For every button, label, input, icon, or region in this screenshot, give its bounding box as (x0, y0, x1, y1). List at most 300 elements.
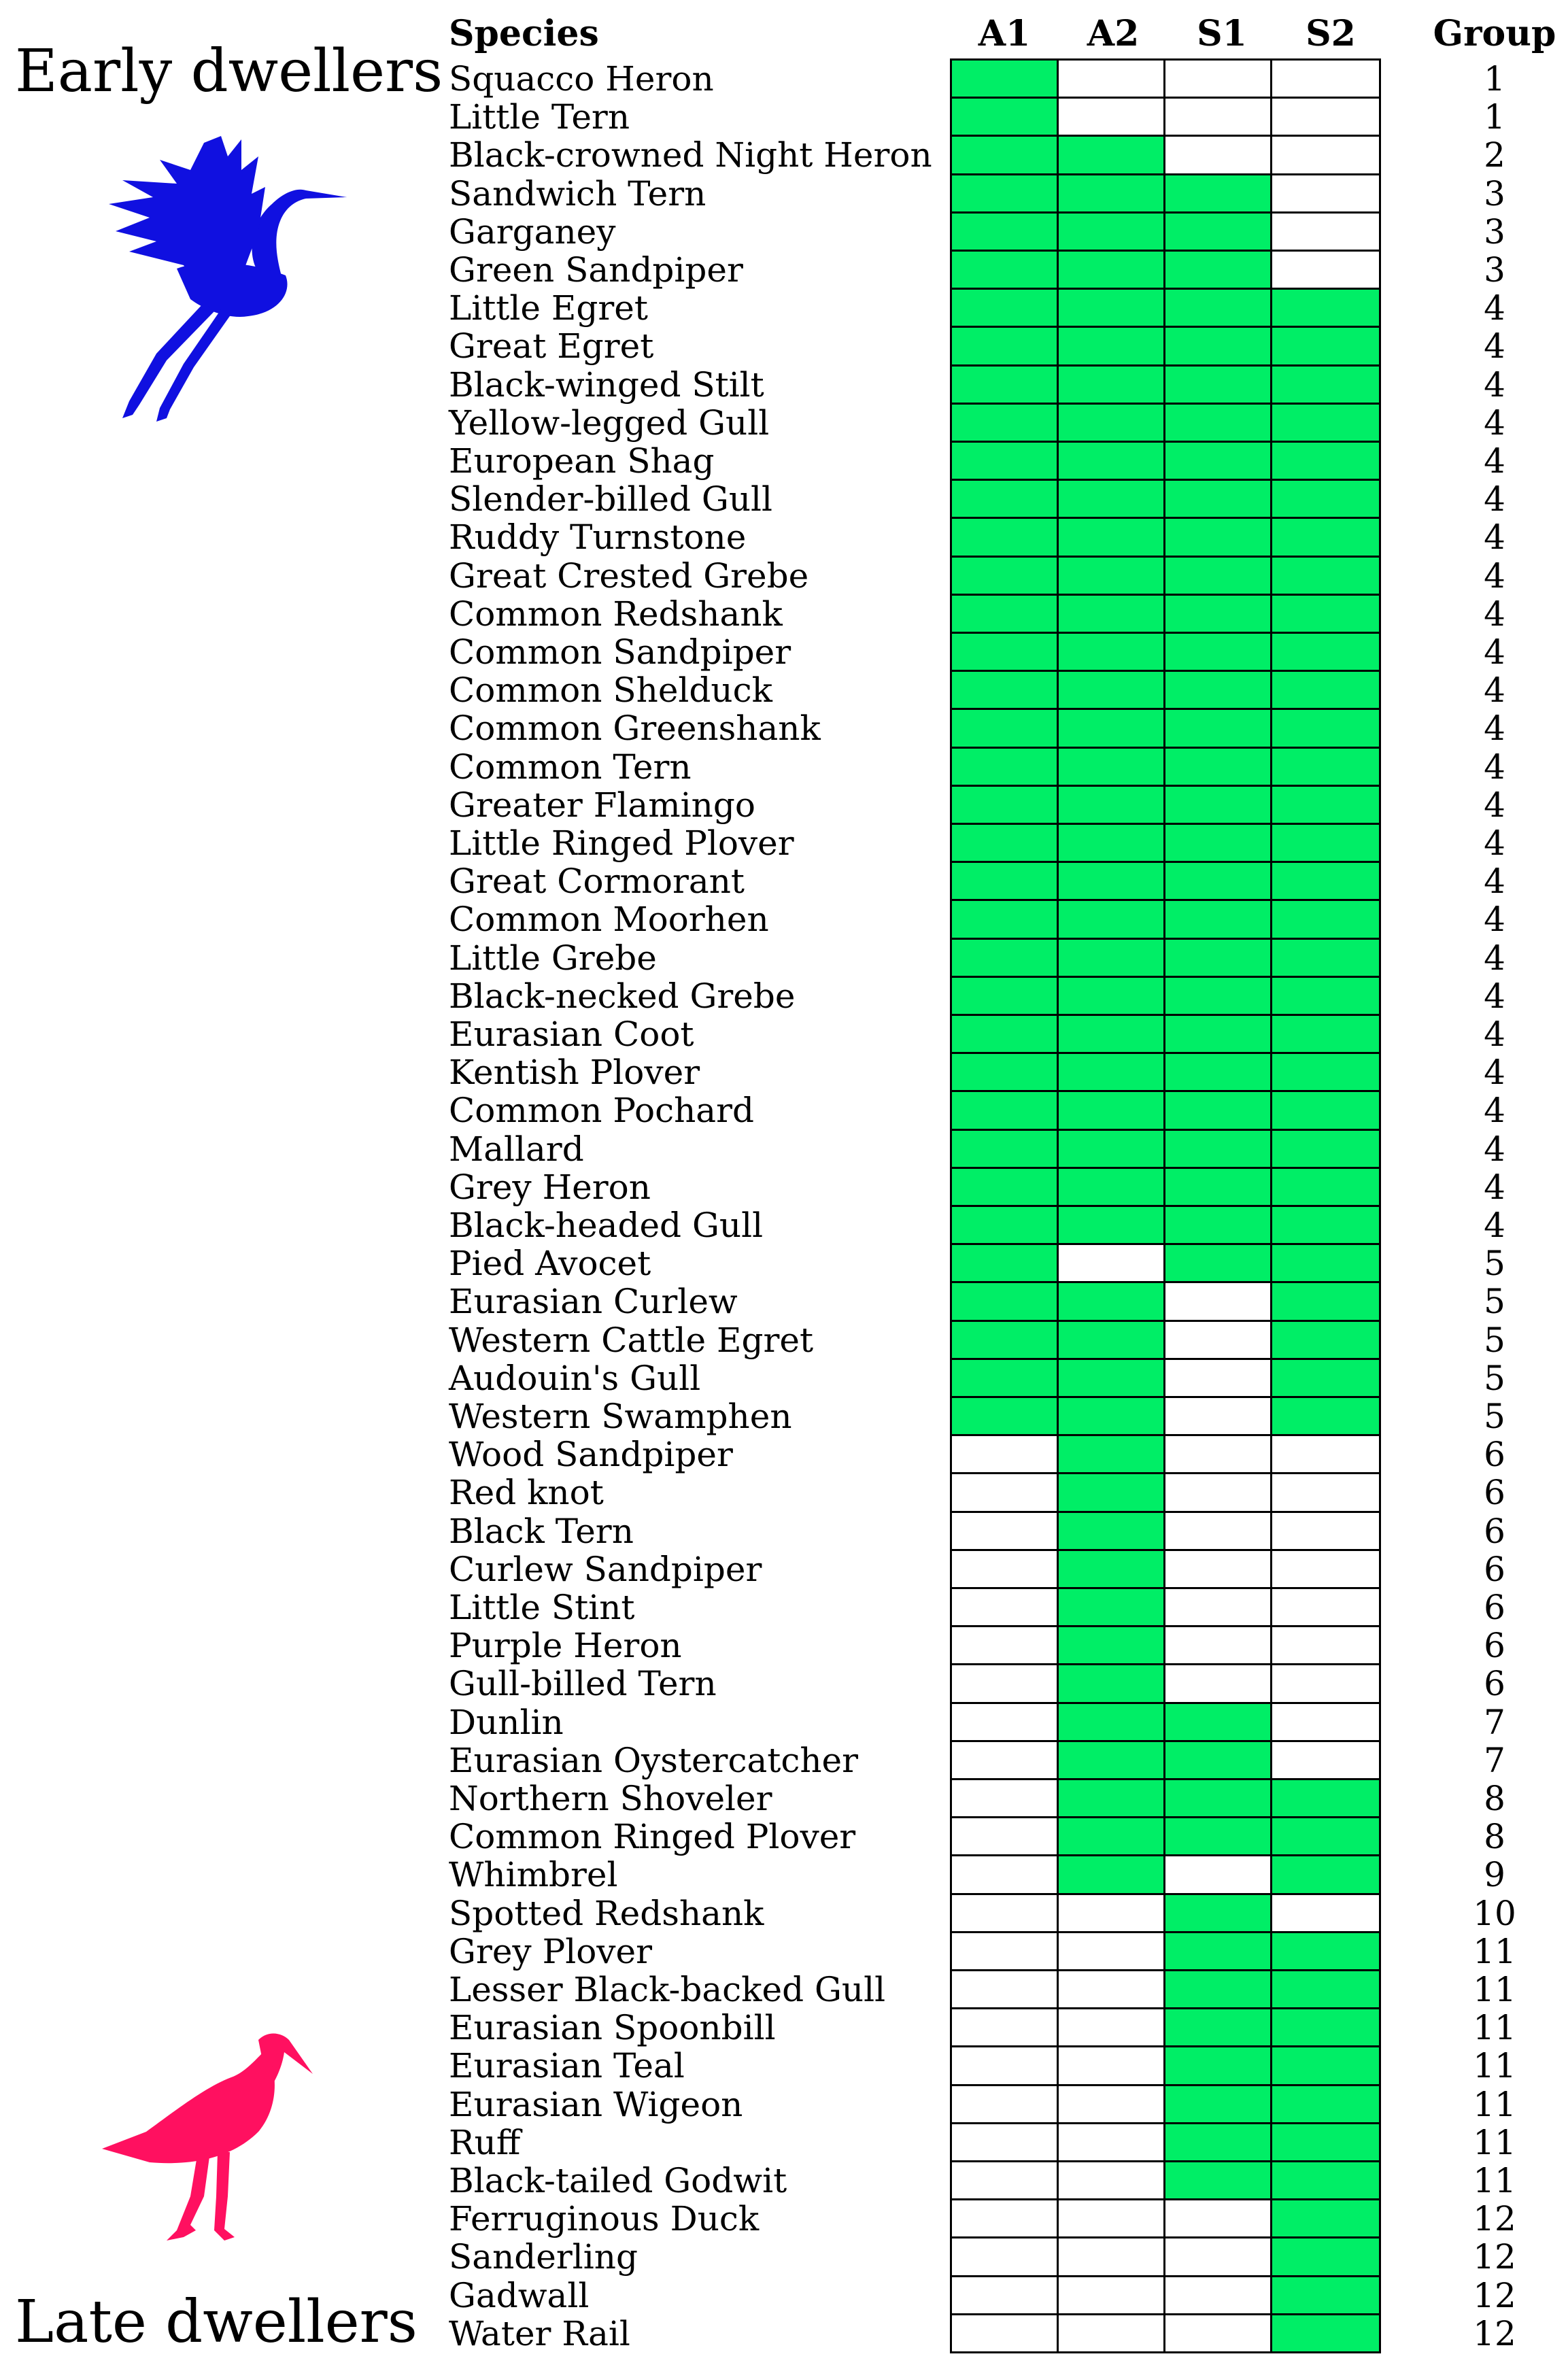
presence-cell-s1 (1163, 1816, 1274, 1856)
presence-cell-a1 (950, 1778, 1059, 1818)
table-row (0, 1435, 1568, 1473)
presence-cell-a1 (950, 2045, 1059, 2085)
presence-cell-s2 (1270, 632, 1381, 672)
group-number: 4 (1484, 364, 1505, 405)
group-number: 11 (1473, 2122, 1516, 2162)
presence-cell-a1 (950, 250, 1059, 290)
presence-cell-s2 (1270, 2045, 1381, 2085)
table-row (0, 1168, 1568, 1206)
presence-cell-a1 (950, 479, 1059, 519)
group-number: 4 (1484, 862, 1505, 902)
presence-cell-a1 (950, 1358, 1059, 1398)
presence-cell-s1 (1163, 479, 1274, 519)
presence-cell-a1 (950, 97, 1059, 137)
presence-cell-s2 (1270, 1243, 1381, 1283)
presence-cell-a2 (1057, 1434, 1168, 1474)
species-name: Common Sandpiper (449, 632, 791, 672)
presence-cell-a1 (950, 1434, 1059, 1474)
group-number: 8 (1484, 1779, 1505, 1818)
table-row (0, 632, 1568, 670)
species-name: Common Pochard (449, 1091, 755, 1131)
presence-cell-a1 (950, 326, 1059, 366)
presence-cell-a2 (1057, 1052, 1168, 1092)
group-number: 6 (1484, 1511, 1505, 1551)
presence-cell-s1 (1163, 2313, 1274, 2353)
group-number: 4 (1484, 632, 1505, 672)
presence-cell-s2 (1270, 1358, 1381, 1398)
species-name: Ferruginous Duck (449, 2199, 760, 2239)
group-number: 12 (1473, 2199, 1516, 2239)
species-header: Species (449, 13, 599, 54)
presence-cell-s2 (1270, 1090, 1381, 1130)
presence-cell-a2 (1057, 250, 1168, 290)
table-row (0, 785, 1568, 823)
group-number: 4 (1484, 403, 1505, 443)
table-row (0, 900, 1568, 938)
group-number: 4 (1484, 441, 1505, 481)
presence-cell-s1 (1163, 2084, 1274, 2124)
species-name: Sanderling (449, 2237, 638, 2277)
species-name: Yellow-legged Gull (449, 403, 770, 443)
table-row (0, 2123, 1568, 2161)
presence-cell-s2 (1270, 823, 1381, 863)
presence-cell-s2 (1270, 1931, 1381, 1971)
presence-cell-s2 (1270, 670, 1381, 710)
group-number: 11 (1473, 2161, 1516, 2200)
group-number: 4 (1484, 556, 1505, 596)
group-number: 5 (1484, 1397, 1505, 1436)
group-number: 6 (1484, 1626, 1505, 1666)
presence-cell-a1 (950, 1625, 1059, 1665)
presence-cell-s2 (1270, 58, 1381, 99)
presence-cell-s2 (1270, 2275, 1381, 2315)
group-number: 12 (1473, 2237, 1516, 2277)
table-row (0, 1817, 1568, 1855)
presence-cell-a1 (950, 288, 1059, 328)
presence-cell-a1 (950, 135, 1059, 175)
presence-cell-a1 (950, 173, 1059, 214)
presence-cell-a2 (1057, 1587, 1168, 1627)
group-number: 6 (1484, 1664, 1505, 1704)
presence-cell-s2 (1270, 288, 1381, 328)
presence-cell-a2 (1057, 1358, 1168, 1398)
table-row (0, 97, 1568, 135)
presence-cell-s2 (1270, 2198, 1381, 2238)
presence-cell-s2 (1270, 1434, 1381, 1474)
presence-cell-a1 (950, 58, 1059, 99)
species-name: Little Egret (449, 288, 648, 328)
presence-cell-s2 (1270, 2007, 1381, 2047)
presence-cell-a2 (1057, 211, 1168, 252)
table-row (0, 250, 1568, 288)
presence-cell-s2 (1270, 1625, 1381, 1665)
presence-cell-s1 (1163, 823, 1274, 863)
species-name: Great Crested Grebe (449, 556, 809, 596)
table-row (0, 823, 1568, 862)
presence-cell-s1 (1163, 1778, 1274, 1818)
presence-cell-a2 (1057, 1167, 1168, 1207)
presence-cell-a1 (950, 2160, 1059, 2200)
group-number: 4 (1484, 288, 1505, 328)
species-name: Grey Heron (449, 1167, 651, 1207)
species-name: Black-tailed Godwit (449, 2161, 787, 2200)
group-number: 2 (1484, 135, 1505, 175)
presence-cell-s1 (1163, 58, 1274, 99)
species-name: Ruff (449, 2122, 521, 2162)
presence-cell-s2 (1270, 1702, 1381, 1742)
presence-cell-s1 (1163, 403, 1274, 443)
presence-cell-s1 (1163, 1396, 1274, 1436)
presence-cell-a1 (950, 1740, 1059, 1780)
presence-cell-a1 (950, 364, 1059, 405)
presence-cell-s1 (1163, 517, 1274, 557)
presence-cell-a2 (1057, 2122, 1168, 2162)
presence-cell-s2 (1270, 1205, 1381, 1245)
species-name: Eurasian Wigeon (449, 2084, 743, 2124)
presence-cell-a1 (950, 1472, 1059, 1512)
presence-cell-a2 (1057, 1663, 1168, 1703)
presence-cell-a1 (950, 708, 1059, 748)
species-name: Common Ringed Plover (449, 1817, 856, 1857)
group-number: 4 (1484, 976, 1505, 1016)
presence-cell-a1 (950, 556, 1059, 596)
presence-cell-a1 (950, 2198, 1059, 2238)
group-number: 4 (1484, 1015, 1505, 1054)
presence-cell-a1 (950, 1587, 1059, 1627)
presence-cell-a1 (950, 1014, 1059, 1054)
presence-cell-a2 (1057, 2007, 1168, 2047)
species-name: Black Tern (449, 1511, 634, 1551)
presence-cell-s2 (1270, 2160, 1381, 2200)
group-number: 6 (1484, 1549, 1505, 1589)
table-row (0, 441, 1568, 479)
presence-cell-s1 (1163, 1320, 1274, 1360)
presence-cell-s1 (1163, 747, 1274, 787)
presence-cell-s1 (1163, 594, 1274, 634)
table-row (0, 288, 1568, 326)
group-number: 4 (1484, 1167, 1505, 1207)
species-name: Garganey (449, 211, 616, 252)
presence-cell-s2 (1270, 747, 1381, 787)
presence-cell-s2 (1270, 1740, 1381, 1780)
presence-cell-s1 (1163, 173, 1274, 214)
presence-cell-s2 (1270, 1816, 1381, 1856)
presence-cell-s2 (1270, 211, 1381, 252)
presence-cell-s2 (1270, 517, 1381, 557)
table-row (0, 403, 1568, 441)
species-name: Little Stint (449, 1588, 635, 1627)
group-number: 10 (1473, 1893, 1516, 1933)
presence-cell-s1 (1163, 1511, 1274, 1551)
table-row (0, 709, 1568, 747)
presence-cell-a2 (1057, 2160, 1168, 2200)
column-header-a2: A2 (1087, 13, 1140, 54)
table-row (0, 594, 1568, 632)
table-row (0, 212, 1568, 250)
presence-cell-s2 (1270, 135, 1381, 175)
group-number: 11 (1473, 2046, 1516, 2086)
presence-cell-a2 (1057, 403, 1168, 443)
presence-cell-s1 (1163, 861, 1274, 901)
presence-cell-a2 (1057, 2045, 1168, 2085)
species-name: Great Cormorant (449, 862, 745, 902)
species-name: Western Swamphen (449, 1397, 792, 1436)
presence-cell-a1 (950, 1663, 1059, 1703)
presence-cell-s1 (1163, 2275, 1274, 2315)
species-name: Red knot (449, 1473, 604, 1513)
species-name: Lesser Black-backed Gull (449, 1970, 886, 2009)
presence-cell-s1 (1163, 1893, 1274, 1933)
presence-cell-a1 (950, 2122, 1059, 2162)
species-name: Eurasian Coot (449, 1015, 694, 1054)
presence-cell-s1 (1163, 441, 1274, 481)
presence-cell-s1 (1163, 1358, 1274, 1398)
presence-cell-s1 (1163, 1472, 1274, 1512)
presence-cell-a2 (1057, 1243, 1168, 1283)
presence-cell-a2 (1057, 2313, 1168, 2353)
presence-cell-a1 (950, 861, 1059, 901)
presence-cell-a1 (950, 517, 1059, 557)
presence-cell-a2 (1057, 2084, 1168, 2124)
group-number: 5 (1484, 1358, 1505, 1398)
presence-cell-a1 (950, 2007, 1059, 2047)
early-dwellers-label: Early dwellers (15, 37, 443, 105)
presence-cell-s1 (1163, 1854, 1274, 1894)
table-row (0, 1779, 1568, 1817)
table-row (0, 1741, 1568, 1779)
presence-cell-s2 (1270, 1396, 1381, 1436)
species-name: Western Cattle Egret (449, 1320, 814, 1360)
presence-cell-a2 (1057, 97, 1168, 137)
species-name: Ruddy Turnstone (449, 517, 747, 558)
presence-cell-a2 (1057, 861, 1168, 901)
group-number: 7 (1484, 1740, 1505, 1780)
presence-cell-s1 (1163, 938, 1274, 978)
presence-cell-s1 (1163, 1549, 1274, 1589)
presence-cell-a1 (950, 594, 1059, 634)
species-name: Black-winged Stilt (449, 364, 764, 405)
table-row (0, 2276, 1568, 2314)
presence-cell-s1 (1163, 250, 1274, 290)
presence-cell-s1 (1163, 2045, 1274, 2085)
presence-cell-s1 (1163, 288, 1274, 328)
presence-cell-a1 (950, 2084, 1059, 2124)
species-name: Eurasian Curlew (449, 1282, 738, 1322)
presence-cell-a2 (1057, 58, 1168, 99)
table-row (0, 479, 1568, 520)
presence-cell-a2 (1057, 1816, 1168, 1856)
presence-cell-s1 (1163, 326, 1274, 366)
group-number: 5 (1484, 1244, 1505, 1284)
presence-cell-a2 (1057, 1014, 1168, 1054)
presence-cell-a1 (950, 1167, 1059, 1207)
group-number: 4 (1484, 594, 1505, 634)
presence-cell-s2 (1270, 1854, 1381, 1894)
group-number: 12 (1473, 2313, 1516, 2353)
table-row (0, 135, 1568, 173)
presence-cell-a1 (950, 1816, 1059, 1856)
presence-cell-s2 (1270, 1969, 1381, 2009)
presence-cell-s2 (1270, 861, 1381, 901)
presence-cell-a1 (950, 1702, 1059, 1742)
group-number: 12 (1473, 2275, 1516, 2315)
table-row (0, 670, 1568, 709)
presence-cell-s2 (1270, 2313, 1381, 2353)
presence-cell-a1 (950, 1205, 1059, 1245)
presence-cell-a1 (950, 785, 1059, 825)
table-row (0, 1588, 1568, 1626)
presence-cell-s1 (1163, 632, 1274, 672)
group-number: 4 (1484, 517, 1505, 558)
presence-cell-s1 (1163, 1281, 1274, 1321)
presence-cell-a2 (1057, 1129, 1168, 1169)
presence-cell-s1 (1163, 97, 1274, 137)
presence-cell-s2 (1270, 1129, 1381, 1169)
presence-cell-a2 (1057, 708, 1168, 748)
presence-cell-a2 (1057, 747, 1168, 787)
table-row (0, 2046, 1568, 2084)
presence-cell-a2 (1057, 1625, 1168, 1665)
presence-cell-s2 (1270, 1663, 1381, 1703)
group-number: 4 (1484, 900, 1505, 940)
presence-cell-s2 (1270, 785, 1381, 825)
species-name: Black-necked Grebe (449, 976, 796, 1016)
presence-cell-s2 (1270, 1778, 1381, 1818)
presence-cell-a2 (1057, 1702, 1168, 1742)
presence-cell-a2 (1057, 899, 1168, 939)
presence-cell-s1 (1163, 2160, 1274, 2200)
presence-cell-s1 (1163, 2007, 1274, 2047)
presence-cell-a1 (950, 899, 1059, 939)
species-name: Sandwich Tern (449, 173, 706, 214)
presence-cell-a2 (1057, 632, 1168, 672)
group-number: 6 (1484, 1435, 1505, 1475)
table-row (0, 1894, 1568, 1932)
table-row (0, 1244, 1568, 1282)
species-name: Spotted Redshank (449, 1893, 764, 1933)
group-number: 4 (1484, 670, 1505, 711)
presence-cell-s1 (1163, 2198, 1274, 2238)
species-name: Common Shelduck (449, 670, 772, 711)
presence-cell-a1 (950, 670, 1059, 710)
column-header-a1: A1 (978, 13, 1031, 54)
presence-cell-a1 (950, 1052, 1059, 1092)
species-name: Kentish Plover (449, 1053, 700, 1093)
group-number: 5 (1484, 1282, 1505, 1322)
table-row (0, 2085, 1568, 2123)
species-name: Whimbrel (449, 1855, 618, 1895)
presence-cell-a2 (1057, 670, 1168, 710)
presence-cell-a2 (1057, 326, 1168, 366)
table-row (0, 59, 1568, 97)
table-row (0, 938, 1568, 976)
presence-cell-a2 (1057, 1281, 1168, 1321)
group-number: 4 (1484, 747, 1505, 787)
presence-cell-s1 (1163, 1663, 1274, 1703)
presence-cell-a2 (1057, 785, 1168, 825)
presence-cell-s1 (1163, 1702, 1274, 1742)
table-row (0, 1282, 1568, 1320)
presence-cell-s2 (1270, 1511, 1381, 1551)
table-row (0, 326, 1568, 367)
presence-cell-a1 (950, 211, 1059, 252)
presence-cell-s2 (1270, 1549, 1381, 1589)
presence-cell-a2 (1057, 938, 1168, 978)
group-number: 4 (1484, 1053, 1505, 1093)
presence-cell-a1 (950, 1129, 1059, 1169)
presence-cell-s2 (1270, 556, 1381, 596)
presence-cell-a1 (950, 1281, 1059, 1321)
table-row (0, 1932, 1568, 1970)
presence-cell-a2 (1057, 173, 1168, 214)
table-row (0, 517, 1568, 556)
presence-cell-a2 (1057, 288, 1168, 328)
presence-cell-s1 (1163, 708, 1274, 748)
presence-cell-s1 (1163, 1969, 1274, 2009)
presence-cell-a2 (1057, 1472, 1168, 1512)
presence-cell-a1 (950, 1320, 1059, 1360)
presence-cell-a2 (1057, 1969, 1168, 2009)
species-name: Eurasian Teal (449, 2046, 685, 2086)
table-row (0, 2008, 1568, 2046)
presence-cell-a1 (950, 1511, 1059, 1551)
species-name: Eurasian Spoonbill (449, 2008, 776, 2048)
species-name: Common Tern (449, 747, 692, 787)
species-name: Mallard (449, 1129, 584, 1169)
species-name: Great Egret (449, 326, 654, 367)
presence-cell-a2 (1057, 1893, 1168, 1933)
table-row (0, 1703, 1568, 1741)
group-number: 8 (1484, 1817, 1505, 1857)
presence-cell-a2 (1057, 1205, 1168, 1245)
table-row (0, 1015, 1568, 1053)
presence-cell-a2 (1057, 479, 1168, 519)
presence-cell-a1 (950, 1549, 1059, 1589)
presence-cell-a2 (1057, 1740, 1168, 1780)
presence-cell-s1 (1163, 1129, 1274, 1169)
table-row (0, 1053, 1568, 1091)
presence-cell-s2 (1270, 2122, 1381, 2162)
presence-cell-a1 (950, 441, 1059, 481)
presence-cell-s2 (1270, 2236, 1381, 2277)
presence-cell-s1 (1163, 1167, 1274, 1207)
presence-cell-a2 (1057, 364, 1168, 405)
presence-cell-s2 (1270, 1893, 1381, 1933)
table-row (0, 1206, 1568, 1244)
table-row (0, 862, 1568, 900)
presence-cell-s2 (1270, 364, 1381, 405)
presence-cell-a1 (950, 2275, 1059, 2315)
column-header-s2: S2 (1306, 13, 1356, 54)
group-header: Group (1433, 13, 1556, 54)
group-number: 11 (1473, 1931, 1516, 1971)
group-number: 4 (1484, 938, 1505, 978)
species-name: Purple Heron (449, 1626, 682, 1666)
presence-cell-s1 (1163, 1625, 1274, 1665)
table-row (0, 556, 1568, 594)
presence-cell-a2 (1057, 1854, 1168, 1894)
table-row (0, 1397, 1568, 1435)
presence-cell-s2 (1270, 1052, 1381, 1092)
table-row (0, 1664, 1568, 1702)
group-number: 1 (1484, 97, 1505, 137)
presence-cell-s2 (1270, 173, 1381, 214)
presence-cell-a2 (1057, 1778, 1168, 1818)
table-row (0, 1855, 1568, 1893)
presence-cell-s1 (1163, 364, 1274, 405)
group-number: 4 (1484, 823, 1505, 863)
group-number: 4 (1484, 709, 1505, 749)
